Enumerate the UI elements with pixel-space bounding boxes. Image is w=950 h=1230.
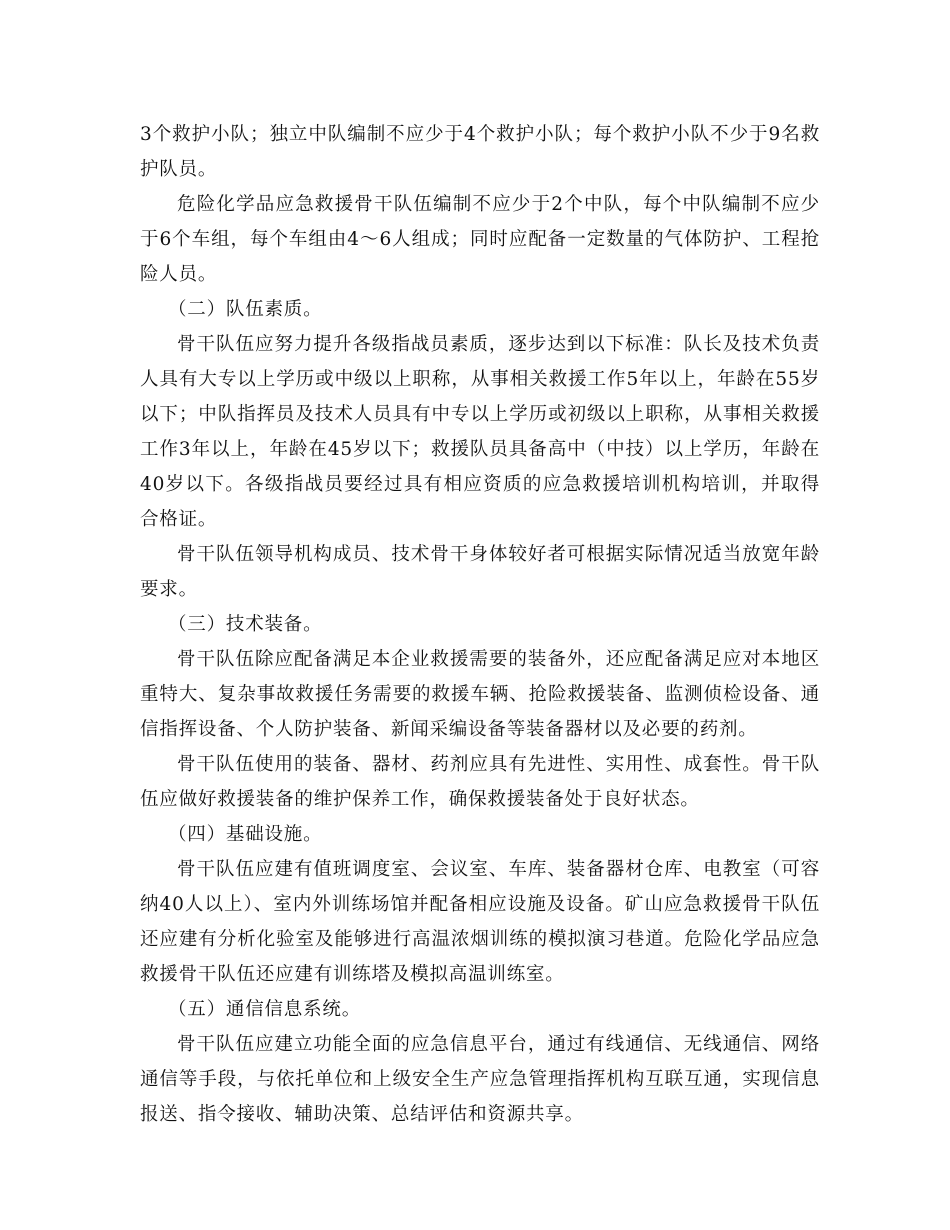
- document-body: [140, 117, 820, 1132]
- paragraph-infrastructure-requirements: 骨干队伍应建有值班调度室、会议室、车库、装备器材仓库、电教室（可容纳40人以上）、室内外训练场馆并配备相应设施及设备。矿山应急救援骨干队伍还应建有分析化验室及能够进行高温浓烟训练的模拟演习巷道。危险化学品应急救援骨干队伍还应建有训练塔及模拟高温训练室。: [140, 859, 820, 985]
- paragraph-continuation: 3个救护小队；独立中队编制不应少于4个救护小队；每个救护小队不少于9名救护队员。: [140, 124, 820, 180]
- paragraph-communication-platform: 骨干队伍应建立功能全面的应急信息平台，通过有线通信、无线通信、网络通信等手段，与依托单位和上级安全生产应急管理指挥机构互联互通，实现信息报送、指令接收、辅助决策、总结评估和资源共享。: [140, 1034, 820, 1125]
- paragraph-age-relaxation: 骨干队伍领导机构成员、技术骨干身体较好者可根据实际情况适当放宽年龄要求。: [140, 544, 820, 600]
- section-heading-communication-system: （五）通信信息系统。: [168, 999, 362, 1020]
- section-heading-team-quality: （二）队伍素质。: [168, 299, 323, 320]
- section-heading-infrastructure: （四）基础设施。: [168, 824, 323, 845]
- paragraph-hazmat-team-structure: 危险化学品应急救援骨干队伍编制不应少于2个中队，每个中队编制不应少于6个车组，每个车组由4～6人组成；同时应配备一定数量的气体防护、工程抢险人员。: [140, 194, 820, 285]
- section-heading-technical-equipment: （三）技术装备。: [168, 614, 323, 635]
- paragraph-equipment-requirements: 骨干队伍除应配备满足本企业救援需要的装备外，还应配备满足应对本地区重特大、复杂事故救援任务需要的救援车辆、抢险救援装备、监测侦检设备、通信指挥设备、个人防护装备、新闻采编设备等装备器材以及必要的药剂。: [140, 649, 820, 740]
- paragraph-equipment-maintenance: 骨干队伍使用的装备、器材、药剂应具有先进性、实用性、成套性。骨干队伍应做好救援装备的维护保养工作，确保救援装备处于良好状态。: [140, 754, 820, 810]
- paragraph-team-quality-standards: 骨干队伍应努力提升各级指战员素质，逐步达到以下标准：队长及技术负责人具有大专以上学历或中级以上职称，从事相关救援工作5年以上，年龄在55岁以下；中队指挥员及技术人员具有中专以上学历或初级以上职称，从事相关救援工作3年以上，年龄在45岁以下；救援队员具备高中（中技）以上学历，年龄在40岁以下。各级指战员要经过具有相应资质的应急救援培训机构培训，并取得合格证。: [140, 334, 820, 530]
